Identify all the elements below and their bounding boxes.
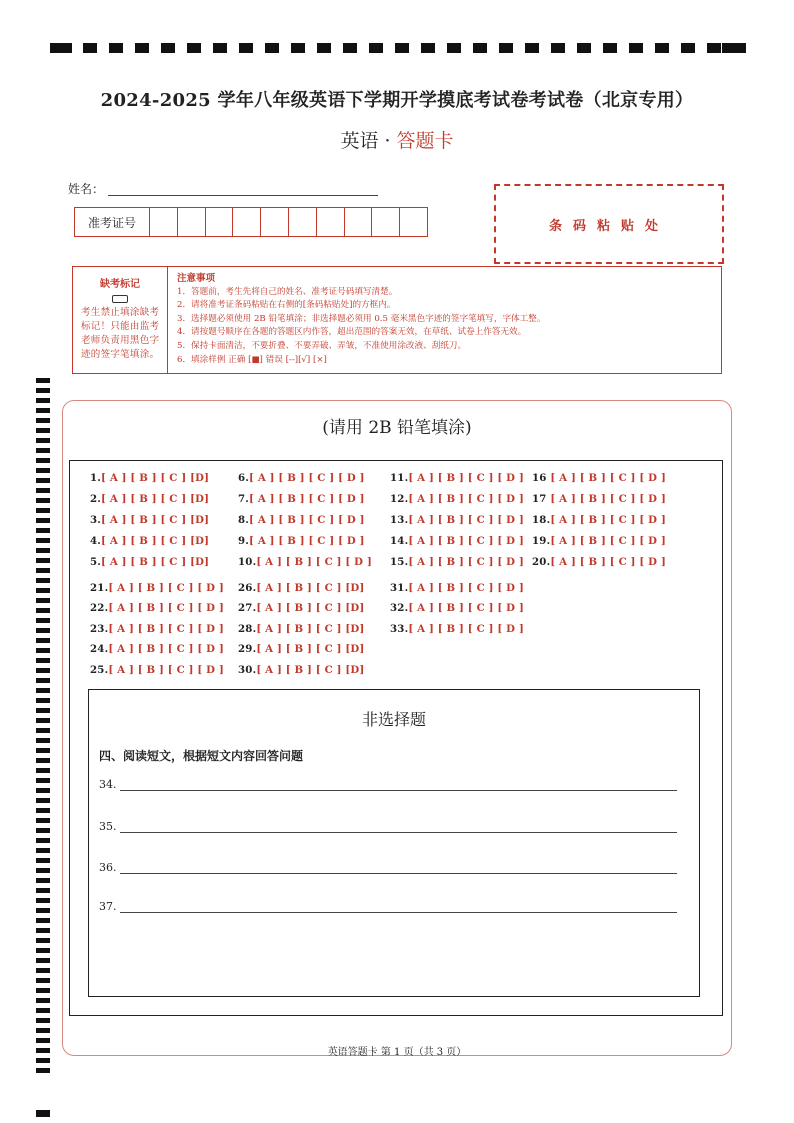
- non-choice-title: 非选择题: [361, 710, 426, 729]
- answer-line-37[interactable]: 37.: [99, 900, 677, 913]
- alignment-mark: [36, 378, 50, 383]
- absent-mark-bubble[interactable]: [112, 295, 128, 303]
- alignment-mark: [36, 528, 50, 533]
- alignment-mark: [36, 658, 50, 663]
- alignment-mark: [36, 488, 50, 493]
- card-subtitle: [0, 126, 794, 153]
- question-32[interactable]: 32.[ A ] [ B ] [ C ] [ D ]: [390, 602, 524, 614]
- exam-number-cell[interactable]: [150, 208, 178, 236]
- answer-card-label: 答题卡: [396, 130, 454, 152]
- notice-item: 1．答题前，考生先将自己的姓名、准考证号码填写清楚。: [177, 286, 398, 297]
- alignment-mark: [36, 1018, 50, 1023]
- question-19[interactable]: 19.[ A ] [ B ] [ C ] [ D ]: [532, 535, 666, 547]
- question-20[interactable]: 20.[ A ] [ B ] [ C ] [ D ]: [532, 556, 666, 568]
- alignment-mark: [36, 888, 50, 893]
- notice-box: [72, 266, 722, 374]
- question-4[interactable]: 4.[ A ] [ B ] [ C ] [D]: [90, 535, 210, 547]
- alignment-mark: [36, 558, 50, 563]
- question-16[interactable]: 16 [ A ] [ B ] [ C ] [ D ]: [532, 472, 666, 484]
- alignment-mark: [36, 428, 50, 433]
- alignment-mark: [36, 618, 50, 623]
- alignment-mark: [36, 548, 50, 553]
- alignment-mark: [36, 1058, 50, 1063]
- alignment-mark: [36, 468, 50, 473]
- alignment-mark: [36, 578, 50, 583]
- alignment-mark: [36, 878, 50, 883]
- alignment-mark: [36, 498, 50, 503]
- exam-number-cell[interactable]: [261, 208, 289, 236]
- pencil-instruction: (请用 2B 铅笔填涂): [322, 418, 472, 438]
- alignment-mark: [36, 608, 50, 613]
- alignment-mark: [36, 398, 50, 403]
- question-21[interactable]: 21.[ A ] [ B ] [ C ] [ D ]: [90, 582, 224, 594]
- alignment-mark: [36, 938, 50, 943]
- notice-rules: [177, 272, 717, 367]
- answer-line-34[interactable]: 34.: [99, 778, 677, 791]
- exam-number-cell[interactable]: [372, 208, 400, 236]
- alignment-mark: [36, 1008, 50, 1013]
- alignment-mark: [36, 1028, 50, 1033]
- alignment-mark: [36, 588, 50, 593]
- alignment-mark: [36, 848, 50, 853]
- question-30[interactable]: 30.[ A ] [ B ] [ C ] [D]: [238, 664, 365, 676]
- alignment-mark: [36, 798, 50, 803]
- exam-number-cell[interactable]: [233, 208, 261, 236]
- exam-number-cell[interactable]: [317, 208, 345, 236]
- absent-mark-panel: [73, 267, 168, 373]
- question-24[interactable]: 24.[ A ] [ B ] [ C ] [ D ]: [90, 643, 224, 655]
- question-9[interactable]: 9.[ A ] [ B ] [ C ] [ D ]: [238, 535, 365, 547]
- alignment-mark: [36, 628, 50, 633]
- exam-number-cell[interactable]: [400, 208, 427, 236]
- absent-mark-text: 考生禁止填涂缺考标记！只能由监考老师负责用黑色字迹的签字笔填涂。: [81, 307, 159, 360]
- alignment-mark: [36, 388, 50, 393]
- question-7[interactable]: 7.[ A ] [ B ] [ C ] [ D ]: [238, 493, 365, 505]
- question-11[interactable]: 11.[ A ] [ B ] [ C ] [ D ]: [390, 472, 524, 484]
- alignment-mark: [36, 768, 50, 773]
- question-26[interactable]: 26.[ A ] [ B ] [ C ] [D]: [238, 582, 365, 594]
- exam-number-cell[interactable]: [289, 208, 317, 236]
- alignment-mark: [36, 838, 50, 843]
- answer-line-36[interactable]: 36.: [99, 861, 677, 874]
- alignment-mark: [36, 728, 50, 733]
- alignment-mark: [36, 988, 50, 993]
- alignment-mark: [36, 738, 50, 743]
- choice-answer-box: [69, 460, 723, 1016]
- alignment-mark: [36, 508, 50, 513]
- alignment-mark: [36, 928, 50, 933]
- alignment-mark: [36, 668, 50, 673]
- question-5[interactable]: 5.[ A ] [ B ] [ C ] [D]: [90, 556, 210, 568]
- exam-number-cell[interactable]: [206, 208, 234, 236]
- alignment-mark: [36, 788, 50, 793]
- alignment-mark: [36, 448, 50, 453]
- notice-item: 4．请按题号顺序在各题的答题区内作答，超出范围的答案无效，在草纸、试卷上作答无效。: [177, 327, 527, 338]
- question-27[interactable]: 27.[ A ] [ B ] [ C ] [D]: [238, 602, 365, 614]
- question-8[interactable]: 8.[ A ] [ B ] [ C ] [ D ]: [238, 514, 365, 526]
- question-2[interactable]: 2.[ A ] [ B ] [ C ] [D]: [90, 493, 210, 505]
- alignment-mark: [36, 948, 50, 953]
- alignment-mark: [36, 978, 50, 983]
- alignment-mark: [36, 958, 50, 963]
- alignment-mark: [36, 908, 50, 913]
- page-footer: 英语答题卡 第 1 页（共 3 页）: [327, 1047, 467, 1058]
- reading-section-heading: 四、阅读短文，根据短文内容回答问题: [99, 749, 304, 763]
- exam-number-cell[interactable]: [178, 208, 206, 236]
- alignment-mark: [36, 808, 50, 813]
- alignment-mark: [36, 408, 50, 413]
- notice-item: 6．填涂样例 正确 [■] 错误 [--][√] [×]: [177, 354, 327, 365]
- top-alignment-marks: [50, 43, 746, 55]
- alignment-mark: [36, 538, 50, 543]
- alignment-mark: [36, 748, 50, 753]
- question-17[interactable]: 17 [ A ] [ B ] [ C ] [ D ]: [532, 493, 666, 505]
- alignment-mark: [36, 648, 50, 653]
- alignment-mark: [36, 868, 50, 873]
- question-33[interactable]: 33.[ A ] [ B ] [ C ] [ D ]: [390, 623, 524, 635]
- question-18[interactable]: 18.[ A ] [ B ] [ C ] [ D ]: [532, 514, 666, 526]
- question-1[interactable]: 1.[ A ] [ B ] [ C ] [D]: [90, 472, 210, 484]
- barcode-area[interactable]: 条码粘贴处: [494, 184, 724, 264]
- question-29[interactable]: 29.[ A ] [ B ] [ C ] [D]: [238, 643, 365, 655]
- answer-panel: [62, 400, 732, 1056]
- answer-line-35[interactable]: 35.: [99, 820, 677, 833]
- alignment-mark: [36, 678, 50, 683]
- alignment-mark: [36, 598, 50, 603]
- question-23[interactable]: 23.[ A ] [ B ] [ C ] [ D ]: [90, 623, 224, 635]
- subject-label: 英语: [340, 130, 379, 152]
- alignment-mark: [36, 998, 50, 1003]
- alignment-mark: [36, 918, 50, 923]
- alignment-mark: [36, 568, 50, 573]
- exam-number-label: 准考证号: [75, 208, 150, 236]
- exam-number-cell[interactable]: [345, 208, 373, 236]
- alignment-mark: [36, 708, 50, 713]
- notice-item: 5．保持卡面清洁，不要折叠、不要弄破、弄皱，不准使用涂改液、刮纸刀。: [177, 340, 467, 351]
- question-6[interactable]: 6.[ A ] [ B ] [ C ] [ D ]: [238, 472, 365, 484]
- exam-number-grid: [74, 207, 428, 237]
- alignment-mark: [36, 458, 50, 463]
- name-field[interactable]: [108, 195, 378, 196]
- question-28[interactable]: 28.[ A ] [ B ] [ C ] [D]: [238, 623, 365, 635]
- question-31[interactable]: 31.[ A ] [ B ] [ C ] [ D ]: [390, 582, 524, 594]
- question-14[interactable]: 14.[ A ] [ B ] [ C ] [ D ]: [390, 535, 524, 547]
- notice-item: 3．选择题必须使用 2B 铅笔填涂；非选择题必须用 0.5 毫米黑色字迹的签字笔填写，字体工整。: [177, 313, 546, 324]
- name-label: 姓名：: [68, 182, 105, 196]
- alignment-mark: [36, 828, 50, 833]
- exam-title: 2024-2025 学年八年级英语下学期开学摸底考试卷考试卷（北京专用）: [100, 90, 694, 111]
- alignment-mark: [36, 688, 50, 693]
- alignment-mark: [36, 718, 50, 723]
- alignment-mark: [36, 638, 50, 643]
- question-3[interactable]: 3.[ A ] [ B ] [ C ] [D]: [90, 514, 210, 526]
- absent-mark-title: 缺考标记: [100, 279, 140, 290]
- question-25[interactable]: 25.[ A ] [ B ] [ C ] [ D ]: [90, 664, 224, 676]
- alignment-mark: [36, 1068, 50, 1073]
- non-choice-box: [88, 689, 700, 997]
- alignment-mark: [36, 478, 50, 483]
- notice-title: 注意事项: [177, 273, 216, 284]
- question-12[interactable]: 12.[ A ] [ B ] [ C ] [ D ]: [390, 493, 524, 505]
- subtitle-separator: ·: [384, 130, 391, 152]
- alignment-mark: [36, 418, 50, 423]
- alignment-mark: [36, 968, 50, 973]
- left-alignment-marks: [36, 378, 50, 1078]
- question-15[interactable]: 15.[ A ] [ B ] [ C ] [ D ]: [390, 556, 524, 568]
- left-bottom-mark: [36, 1110, 50, 1117]
- question-22[interactable]: 22.[ A ] [ B ] [ C ] [ D ]: [90, 602, 224, 614]
- alignment-mark: [36, 698, 50, 703]
- question-13[interactable]: 13.[ A ] [ B ] [ C ] [ D ]: [390, 514, 524, 526]
- question-10[interactable]: 10.[ A ] [ B ] [ C ] [ D ]: [238, 556, 372, 568]
- alignment-mark: [36, 898, 50, 903]
- alignment-mark: [36, 818, 50, 823]
- alignment-mark: [36, 438, 50, 443]
- alignment-mark: [36, 858, 50, 863]
- notice-item: 2．请将准考证条码粘贴在右侧的[条码粘贴处]的方框内。: [177, 300, 396, 311]
- alignment-mark: [36, 518, 50, 523]
- alignment-mark: [36, 778, 50, 783]
- alignment-mark: [36, 758, 50, 763]
